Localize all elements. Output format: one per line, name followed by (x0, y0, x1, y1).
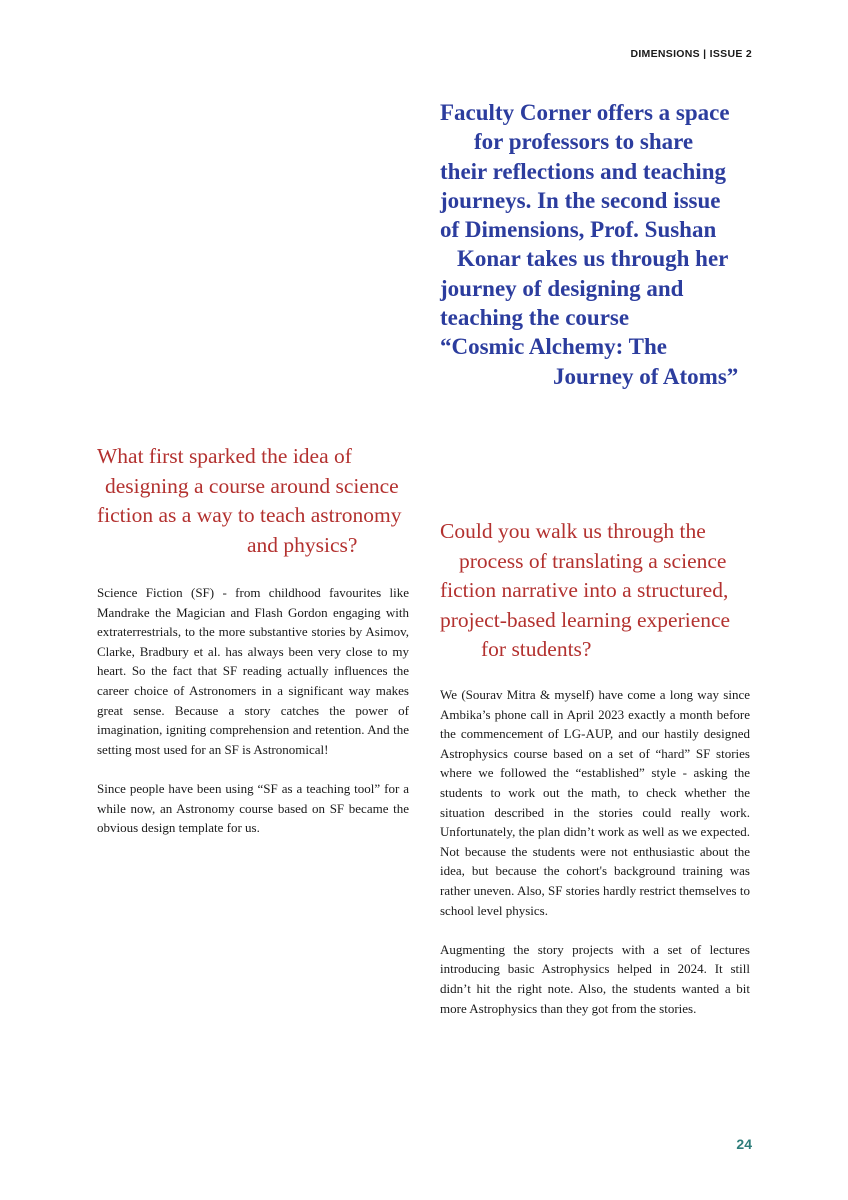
intro-line: journey of designing and (440, 275, 684, 301)
intro-line: of Dimensions, Prof. Sushan (440, 217, 717, 243)
intro-line: journeys. In the second issue (440, 187, 721, 213)
answer-2-text (440, 685, 750, 1038)
question-heading-1 (97, 442, 417, 560)
question-line: project-based learning experience (440, 607, 731, 632)
question-line: fiction as a way to teach astronomy (97, 503, 402, 527)
paragraph: Augmenting the story projects with a set of lectures introducing basic Astrophysics helped in 2024. It still didn’t hit the right note. Also, the students wanted a bit more Astrophysics than they got from the stories. (440, 941, 750, 1016)
question-line: designing a course around science (105, 473, 399, 498)
question-line: process of translating a science (459, 548, 727, 573)
intro-line: Faculty Corner offers a space (440, 100, 730, 125)
question-line: fiction narrative into a structured, (440, 578, 729, 602)
intro-line: their reflections and teaching (440, 158, 726, 184)
intro-pullquote (440, 98, 770, 391)
intro-line: teaching the course (440, 305, 630, 331)
intro-line: Konar takes us through her (457, 246, 729, 272)
page-number: 24 (736, 1136, 752, 1152)
paragraph: Science Fiction (SF) - from childhood favourites like Mandrake the Magician and Flash Gordon engaging with extraterrestrials, to the more substantive stories by Asimov, Clarke, Bradbury et al. has always been very close to my heart. So the fact that SF reading actually influences the career choice of Astronomers in a significant way makes great sense. Because a story catches the power of imagination, igniting comprehension and retention. And the setting most used for an SF is Astronomical! (97, 585, 409, 757)
question-line: Could you walk us through the (440, 519, 706, 543)
intro-line: for professors to share (474, 129, 694, 155)
question-line: and physics? (247, 532, 358, 557)
paragraph: Since people have been using “SF as a teaching tool” for a while now, an Astronomy course based on SF became the obvious design template for us. (97, 780, 409, 836)
answer-1-text (97, 583, 409, 857)
question-heading-2 (440, 517, 770, 665)
intro-line: “Cosmic Alchemy: The (440, 334, 668, 360)
question-line: for students? (481, 637, 592, 661)
paragraph: We (Sourav Mitra & myself) have come a long way since Ambika’s phone call in April 2023 exactly a month before the commencement of LG-AUP, and our hastily designed Astrophysics course based on a set of “hard” SF stories where we followed the “established” style - asking the students to work out the math, to check whether the situation described in the stories could really work. Unfortunately, the plan didn’t work as well as we expected. Not because the students were not enthusiastic about the idea, but because the cohort's background training was rather uneven. Also, SF stories hardly restrict themselves to school level physics. (440, 687, 750, 918)
intro-line: Journey of Atoms” (553, 363, 739, 389)
running-header: DIMENSIONS | ISSUE 2 (630, 48, 752, 60)
question-line: What first sparked the idea of (97, 444, 352, 468)
